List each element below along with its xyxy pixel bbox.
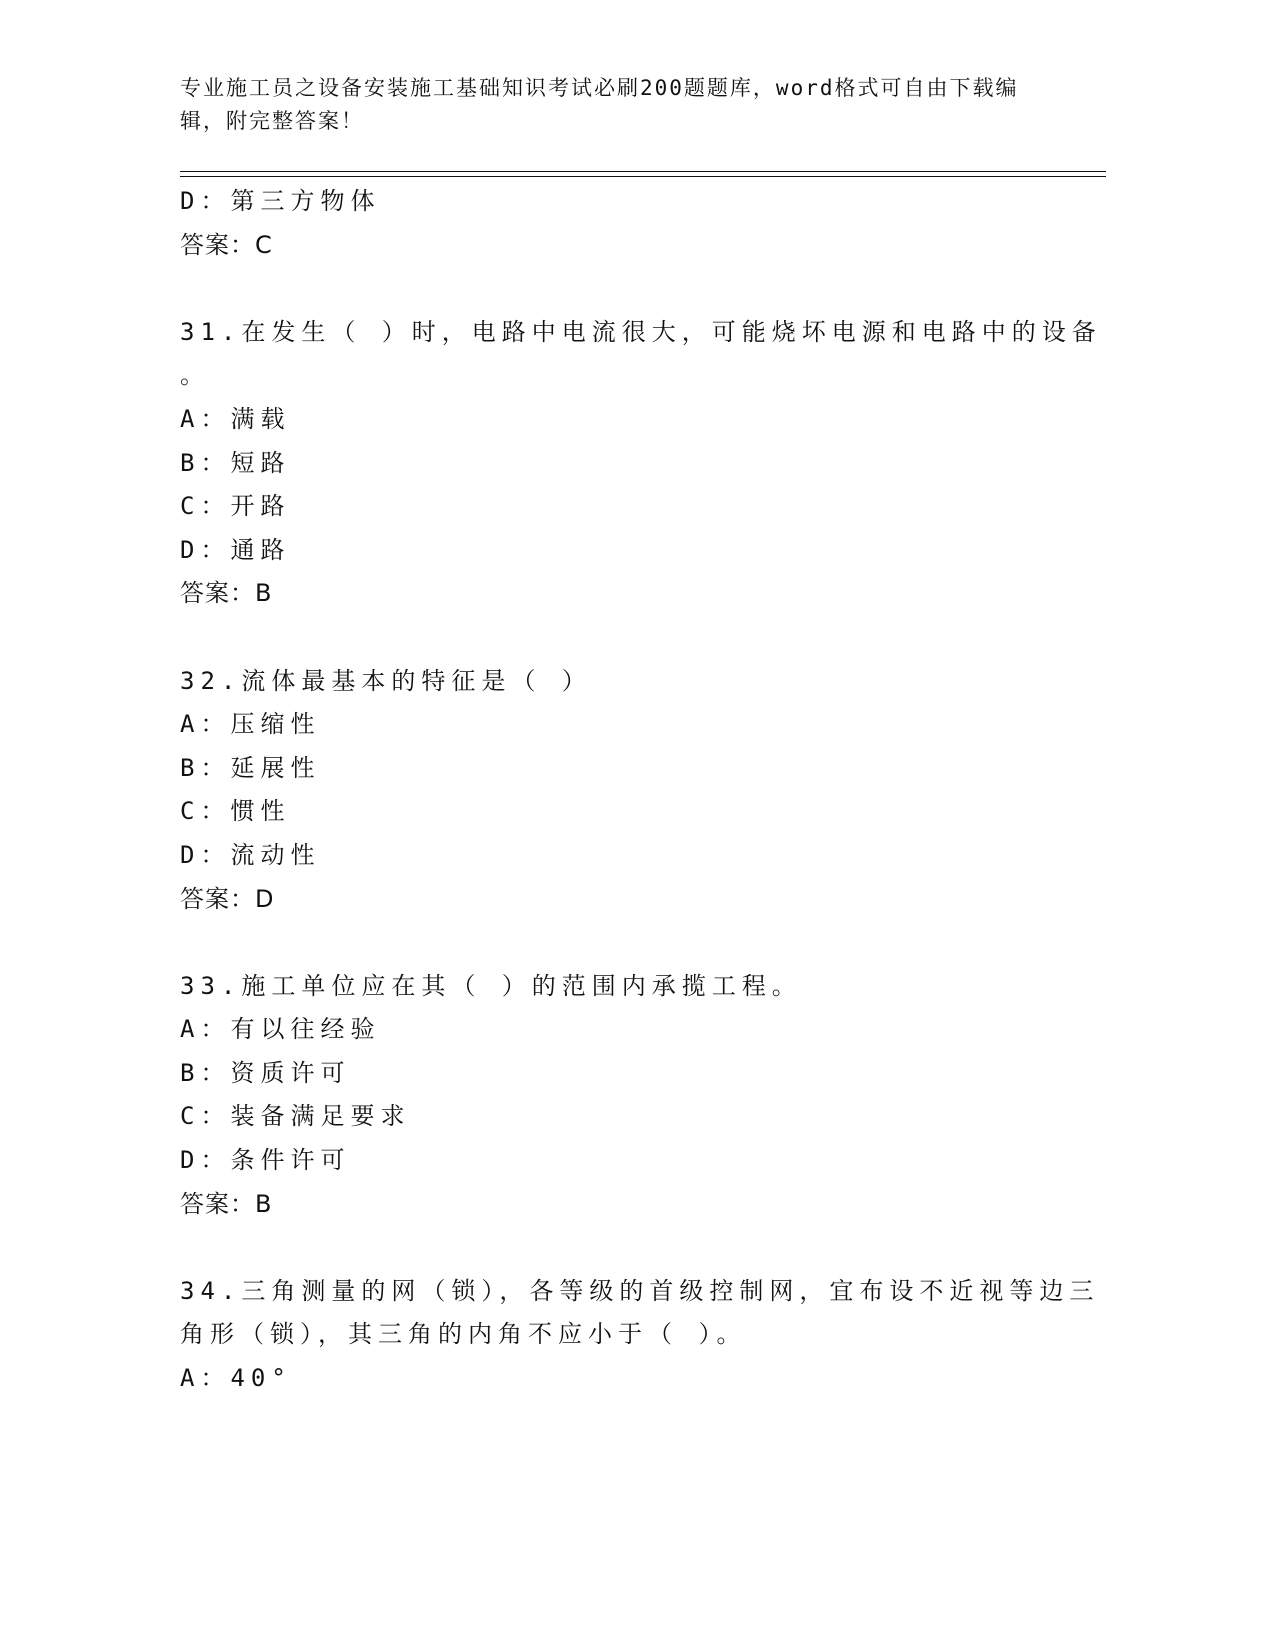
header-rule-bottom (180, 176, 1106, 177)
header-rule-top (180, 171, 1106, 172)
answer-line: 答案：B (180, 579, 273, 608)
question-stem-continued: 。 (180, 361, 210, 390)
question-stem: 31.在发生（ ）时，电路中电流很大，可能烧坏电源和电路中的设备 (180, 317, 1102, 346)
document-header-title: 专业施工员之设备安装施工基础知识考试必刷200题题库，word格式可自由下载编辑，附完整答案！ (180, 76, 1019, 133)
option-d: D：通路 (180, 535, 291, 564)
option-c: C：开路 (180, 492, 291, 521)
option-c: C：装备满足要求 (180, 1102, 411, 1131)
question-stem: 32.流体最基本的特征是（ ） (180, 666, 592, 695)
option-b: B：资质许可 (180, 1058, 351, 1087)
spacer (180, 1226, 1080, 1270)
question-stem-continued: 角形（锁），其三角的内角不应小于（ ）。 (180, 1320, 747, 1349)
option-a: A：40° (180, 1364, 292, 1393)
answer-line: 答案：C (180, 230, 273, 259)
spacer (180, 921, 1080, 965)
option-d: D：流动性 (180, 840, 321, 869)
spacer (180, 267, 1080, 311)
answer-line: 答案：B (180, 1189, 273, 1218)
question-content (180, 180, 1102, 1401)
question-stem: 33.施工单位应在其（ ）的范围内承揽工程。 (180, 971, 802, 1000)
question-stem: 34.三角测量的网（锁），各等级的首级控制网，宜布设不近视等边三 (180, 1276, 1100, 1305)
option-c: C：惯性 (180, 797, 291, 826)
option-d: D：条件许可 (180, 1146, 351, 1175)
option-a: A：压缩性 (180, 710, 321, 739)
option-b: B：延展性 (180, 753, 321, 782)
option-a: A：有以往经验 (180, 1015, 381, 1044)
option-a: A：满载 (180, 404, 291, 433)
option-d: D：第三方物体 (180, 187, 381, 215)
option-b: B：短路 (180, 448, 291, 477)
spacer (180, 616, 1080, 660)
answer-line: 答案：D (180, 884, 275, 913)
